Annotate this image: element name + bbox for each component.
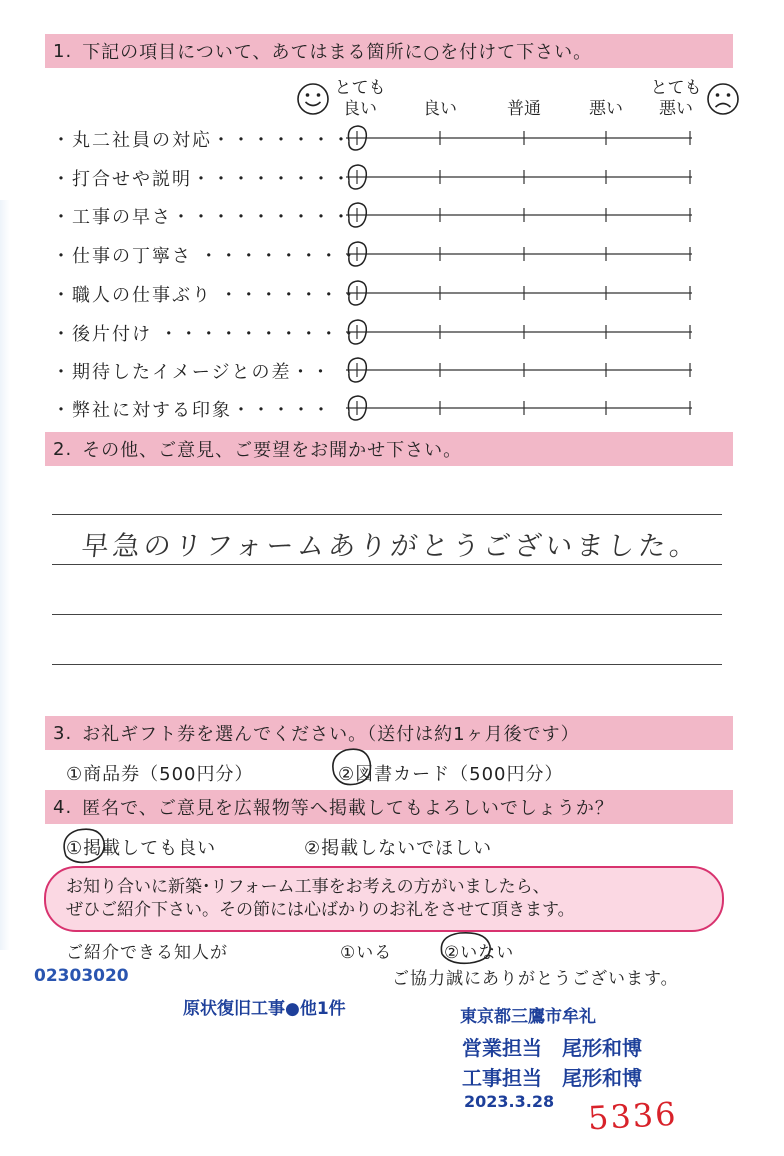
stamp-code: 02303020 (34, 966, 129, 986)
gift-option-gift-card[interactable]: ①商品券（500円分） (66, 764, 254, 785)
section3-title: お礼ギフト券を選んでください。（送付は約1ヶ月後です） (82, 724, 580, 745)
referral-option-no[interactable]: ②いない (444, 943, 515, 963)
rating-scale[interactable] (340, 162, 695, 192)
scale-label-very-bad-bottom: 悪い (659, 99, 693, 119)
rating-question-label: ・職人の仕事ぶり ・・・・・・・ (52, 285, 360, 306)
section1-header (45, 34, 733, 68)
scale-label-very-good-top: とても (334, 78, 386, 98)
publish-option-allow[interactable]: ①掲載しても良い (66, 838, 217, 859)
selected-circle-mark (436, 928, 496, 968)
rating-question-label: ・後片付け ・・・・・・・・・・ (52, 324, 360, 345)
rating-scale[interactable] (340, 239, 695, 269)
section4-number: 4. (53, 796, 73, 818)
rating-question-label: ・丸二社員の対応・・・・・・・ (52, 130, 352, 151)
comment-line (52, 514, 722, 515)
comment-line (52, 564, 722, 565)
scale-label-bad: 悪い (589, 99, 623, 119)
stamp-date: 2023.3.28 (464, 1092, 555, 1111)
rating-question-label: ・仕事の丁寧さ ・・・・・・・・ (52, 246, 360, 267)
scale-label-good: 良い (423, 99, 457, 119)
gift-option-book-card[interactable]: ②図書カード（500円分） (338, 764, 564, 785)
handwritten-number: 5336 (587, 1094, 679, 1138)
scale-label-very-good-bottom: 良い (343, 99, 377, 119)
rating-scale[interactable] (340, 355, 695, 385)
section3-header (45, 716, 733, 750)
publish-option-deny[interactable]: ②掲載しないでほしい (304, 838, 493, 859)
smile-face-icon (296, 82, 330, 116)
referral-box (44, 866, 724, 932)
scale-label-very-good (332, 78, 388, 120)
scale-label-very-bad-top: とても (650, 78, 702, 98)
rating-scale[interactable] (340, 278, 695, 308)
comment-line (52, 664, 722, 665)
stamp-address: 東京都三鷹市牟礼 (460, 1007, 596, 1027)
referral-option-yes[interactable]: ①いる (340, 943, 393, 963)
referral-line2: ぜひご紹介下さい。その節には心ばかりのお礼をさせて頂きます。 (66, 900, 575, 920)
referral-line1: お知り合いに新築･リフォーム工事をお考えの方がいましたら、 (66, 877, 550, 897)
stamp-work-type: 原状復旧工事●他1件 (183, 999, 346, 1019)
rating-scale[interactable] (340, 393, 695, 423)
section2-title: その他、ご意見、ご要望をお聞かせ下さい。 (82, 440, 463, 461)
rating-question-label: ・弊社に対する印象・・・・・ (52, 400, 332, 421)
rating-scale[interactable] (340, 123, 695, 153)
selected-circle-mark (326, 744, 376, 790)
scale-label-very-bad (648, 78, 704, 120)
rating-scale[interactable] (340, 200, 695, 230)
section3-number: 3. (53, 722, 73, 744)
comment-line (52, 614, 722, 615)
scale-label-normal: 普通 (507, 99, 541, 119)
rating-question-label: ・期待したイメージとの差・・ (52, 362, 332, 383)
section4-header (45, 790, 733, 824)
rating-question-label: ・工事の早さ・・・・・・・・・ (52, 207, 352, 228)
bleed-through-edge (0, 200, 10, 950)
stamp-sales-rep: 営業担当 尾形和博 (462, 1036, 642, 1060)
section1-title: 下記の項目について、あてはまる箇所に○を付けて下さい。 (82, 42, 593, 63)
section2-header (45, 432, 733, 466)
stamp-construction-rep: 工事担当 尾形和博 (462, 1066, 642, 1090)
rating-scale[interactable] (340, 317, 695, 347)
referral-question: ご紹介できる知人が (66, 943, 228, 963)
thanks-message: ご協力誠にありがとうございます。 (392, 969, 679, 989)
handwritten-comment: 早急のリフォームありがとうございました。 (80, 531, 702, 562)
rating-question-label: ・打合せや説明・・・・・・・・ (52, 169, 352, 190)
section2-number: 2. (53, 438, 73, 460)
section4-title: 匿名で、ご意見を広報物等へ掲載してもよろしいでしょうか？ (82, 798, 614, 819)
frown-face-icon (706, 82, 740, 116)
section1-number: 1. (53, 40, 73, 62)
selected-circle-mark (56, 822, 110, 868)
